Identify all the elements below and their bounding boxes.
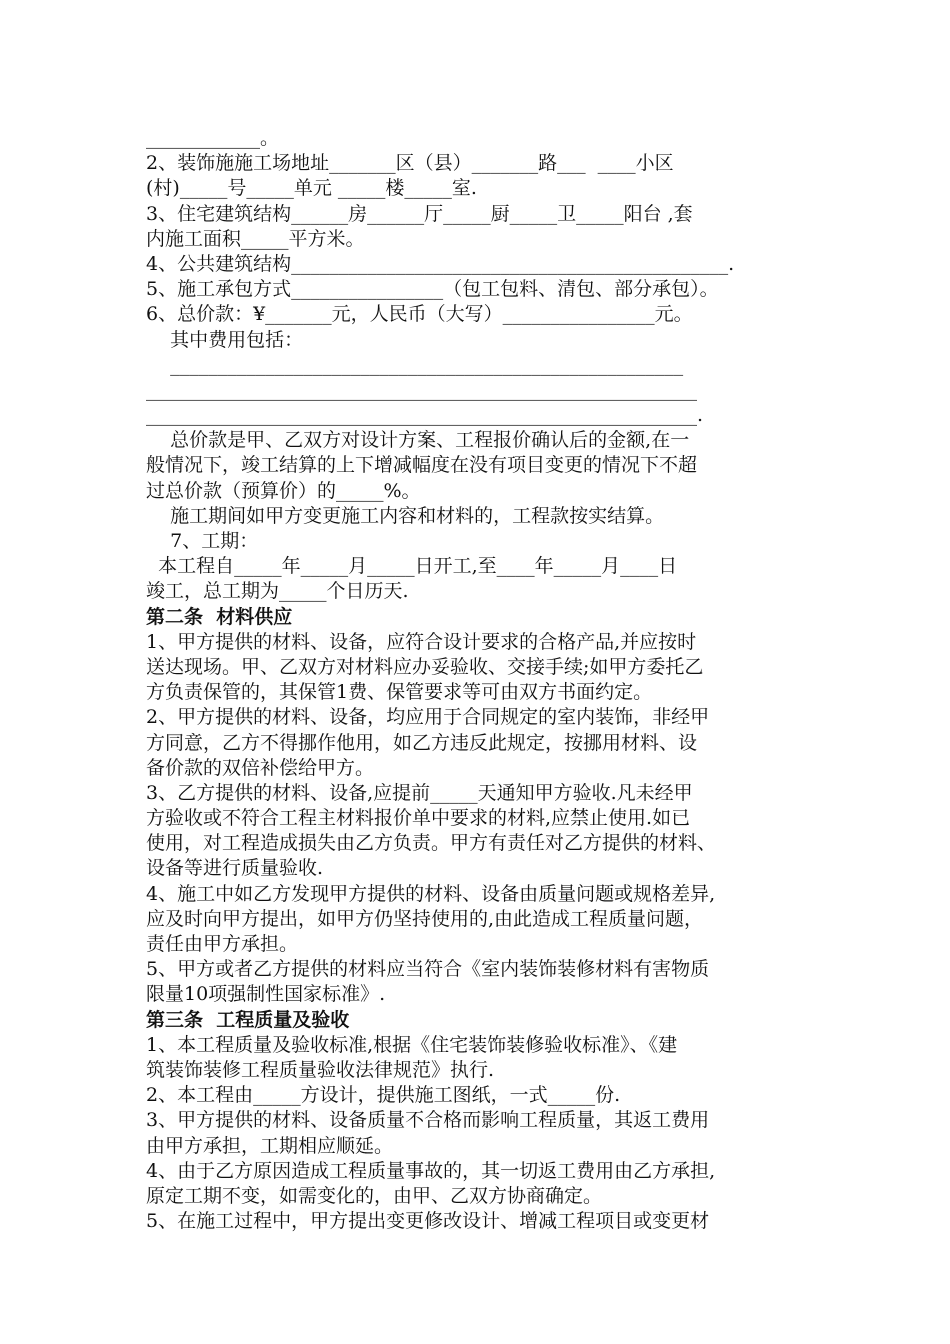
paragraph-line: 设备等进行质量验收.: [146, 857, 324, 880]
schedule-heading: 7、工期：: [146, 530, 259, 552]
paragraph-line: 1、本工程质量及验收标准,根据《住宅装饰装修验收标准》、《建: [146, 1033, 678, 1056]
paragraph-line: 般情况下，竣工结算的上下增减幅度在没有项目变更的情况下不超: [146, 454, 698, 477]
paragraph-line: 方验收或不符合工程主材料报价单中要求的材料,应禁止使用.如已: [146, 807, 691, 830]
paragraph-line: 3、乙方提供的材料、设备,应提前_____天通知甲方验收.凡未经甲: [146, 781, 693, 804]
paragraph-line: 总价款是甲、乙双方对设计方案、工程报价确认后的金额,在一: [146, 429, 690, 452]
contract-method-line: 5、施工承包方式________________（包工包料、清包、部分承包）。: [146, 278, 719, 301]
paragraph-line: 限量10项强制性国家标准》.: [146, 983, 386, 1006]
paragraph-line: 应及时向甲方提出，如甲方仍坚持使用的,由此造成工程质量问题，: [146, 907, 704, 930]
article-3-heading: 第三条 工程质量及验收: [146, 1008, 350, 1031]
public-structure-line: 4、公共建筑结构______________________________________________.: [146, 252, 735, 275]
schedule-line: 竣工，总工期为_____个日历天.: [146, 580, 409, 603]
paragraph-line: 施工期间如甲方变更施工内容和材料的，工程款按实结算。: [146, 504, 665, 527]
paragraph-line: 1、甲方提供的材料、设备，应符合设计要求的合格产品,并应按时: [146, 630, 697, 653]
blank-line: __________________________________________________________: [146, 378, 697, 401]
paragraph-line: 4、施工中如乙方发现甲方提供的材料、设备由质量问题或规格差异,: [146, 882, 716, 905]
paragraph-line: 送达现场。甲、乙双方对材料应办妥验收、交接手续;如甲方委托乙: [146, 655, 704, 678]
schedule-line: 本工程自_____年_____月_____日开工,至____年_____月____日: [146, 555, 678, 578]
paragraph-line: 责任由甲方承担。: [146, 933, 299, 955]
contract-page: [146, 126, 806, 1234]
paragraph-line: 2、甲方提供的材料、设备，均应用于合同规定的室内装饰，非经甲: [146, 706, 710, 729]
site-address-line: (村)_____号_____单元 _____楼_____室.: [146, 177, 477, 200]
paragraph-line: 过总价款（预算价）的_____%。: [146, 479, 421, 502]
paragraph-line: 由甲方承担，工期相应顺延。: [146, 1134, 394, 1157]
residential-structure-line: 内施工面积_____平方米。: [146, 227, 365, 250]
total-price-line: 6、总价款：¥_______元，人民币（大写）________________元。: [146, 303, 693, 326]
fees-include-line: 其中费用包括：: [146, 328, 304, 351]
paragraph-line: 4、由于乙方原因造成工程质量事故的，其一切返工费用由乙方承担,: [146, 1159, 716, 1182]
paragraph-line: 2、本工程由_____方设计，提供施工图纸，一式_____份.: [146, 1084, 621, 1107]
paragraph-line: 5、甲方或者乙方提供的材料应当符合《室内装饰装修材料有害物质: [146, 958, 710, 981]
text-line: ____________。: [146, 127, 280, 149]
paragraph-line: 3、甲方提供的材料、设备质量不合格而影响工程质量，其返工费用: [146, 1109, 710, 1132]
article-2-heading: 第二条 材料供应: [146, 605, 293, 628]
paragraph-line: 备价款的双倍补偿给甲方。: [146, 756, 375, 779]
paragraph-line: 原定工期不变，如需变化的，由甲、乙双方协商确定。: [146, 1184, 603, 1207]
residential-structure-line: 3、住宅建筑结构______房______厅_____厨_____卫_____阳台 ,套: [146, 202, 693, 225]
paragraph-line: 方负责保管的，其保管1费、保管要求等可由双方书面约定。: [146, 681, 653, 704]
blank-line: ______________________________________________________: [146, 353, 684, 376]
paragraph-line: 5、在施工过程中，甲方提出变更修改设计、增减工程项目或变更材: [146, 1210, 710, 1233]
paragraph-line: 筑装饰装修工程质量验收法律规范》执行.: [146, 1058, 495, 1081]
blank-line: __________________________________________________________.: [146, 404, 704, 427]
paragraph-line: 方同意，乙方不得挪作他用，如乙方违反此规定，按挪用材料、设: [146, 731, 698, 754]
site-address-line: 2、装饰施施工场地址_______区（县）_______路___ ____小区: [146, 152, 674, 175]
paragraph-line: 使用，对工程造成损失由乙方负责。甲方有责任对乙方提供的材料、: [146, 832, 717, 855]
